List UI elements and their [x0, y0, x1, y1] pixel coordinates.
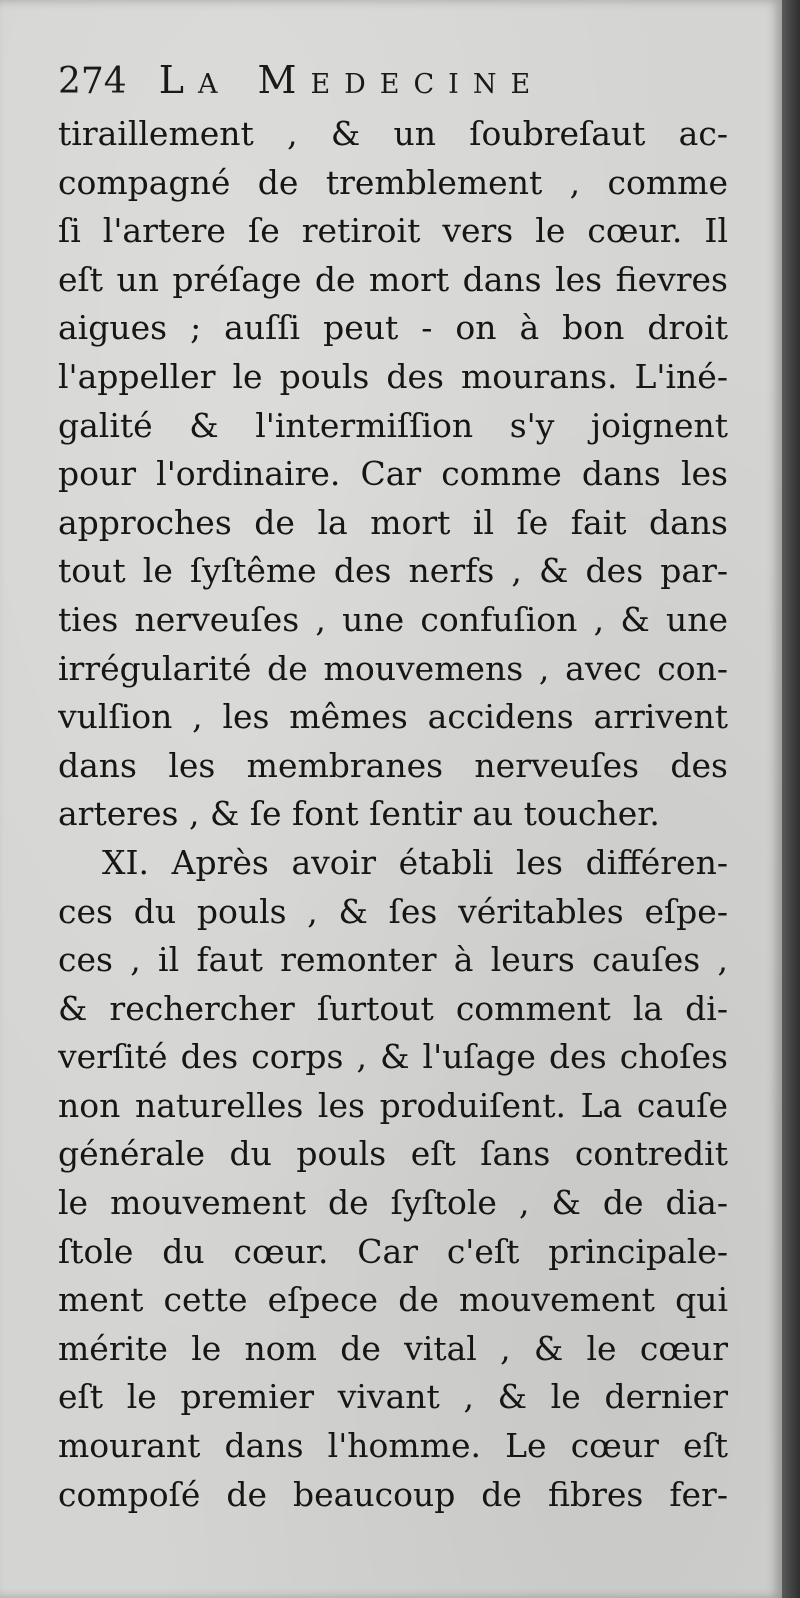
text-line: verſité des corps , & l'uſage des choſes: [58, 1037, 728, 1077]
text-line: eſt le premier vivant , & le dernier: [58, 1377, 728, 1417]
text-line: générale du pouls eſt ſans contredit: [58, 1134, 728, 1174]
page-header: [58, 58, 544, 108]
text-line: tout le ſyſtême des nerfs , & des par-: [58, 551, 728, 591]
text-line: galité & l'intermiſſion s'y joignent: [58, 405, 728, 445]
text-line: tiraillement , & un ſoubreſaut ac-: [58, 114, 728, 153]
text-line: arteres , & ſe font ſentir au toucher.: [58, 794, 660, 834]
text-line: non naturelles les produiſent. La cauſe: [58, 1085, 728, 1125]
text-line: ſi l'artere ſe retiroit vers le cœur. Il: [58, 211, 728, 251]
text-line: l'appeller le pouls des mourans. L'iné-: [58, 356, 728, 396]
running-title: La Medecine: [158, 58, 545, 102]
page-number: 274: [58, 61, 127, 102]
text-line: mourant dans l'homme. Le cœur eſt: [58, 1426, 728, 1466]
text-line: compoſé de beaucoup de fibres fer-: [58, 1474, 728, 1514]
text-line: aigues ; auſſi peut - on à bon droit: [58, 308, 728, 348]
text-line: pour l'ordinaire. Car comme dans les: [58, 454, 728, 494]
text-line: ces , il faut remonter à leurs cauſes ,: [58, 940, 728, 980]
text-line: vulſion , les mêmes accidens arrivent: [58, 697, 728, 737]
text-line: ſtole du cœur. Car c'eſt principale-: [58, 1231, 728, 1271]
text-line: dans les membranes nerveuſes des: [58, 745, 728, 785]
paragraph-start-line: XI. Après avoir établi les différen-: [102, 842, 728, 882]
text-line: compagné de tremblement , comme: [58, 162, 728, 202]
text-line: eſt un préſage de mort dans les fievres: [58, 259, 728, 299]
body-text: [58, 110, 728, 1519]
text-line: mérite le nom de vital , & le cœur: [58, 1328, 728, 1368]
text-line: ment cette eſpece de mouvement qui: [58, 1280, 728, 1320]
text-line: le mouvement de ſyſtole , & de dia-: [58, 1183, 728, 1223]
page-edge-shadow: [782, 0, 800, 1598]
text-line: approches de la mort il ſe fait dans: [58, 502, 728, 542]
text-line: & rechercher ſurtout comment la di-: [58, 988, 728, 1028]
text-line: irrégularité de mouvemens , avec con-: [58, 648, 728, 688]
text-line: ties nerveuſes , une confuſion , & une: [58, 599, 728, 639]
text-line: ces du pouls , & ſes véritables eſpe-: [58, 891, 728, 931]
